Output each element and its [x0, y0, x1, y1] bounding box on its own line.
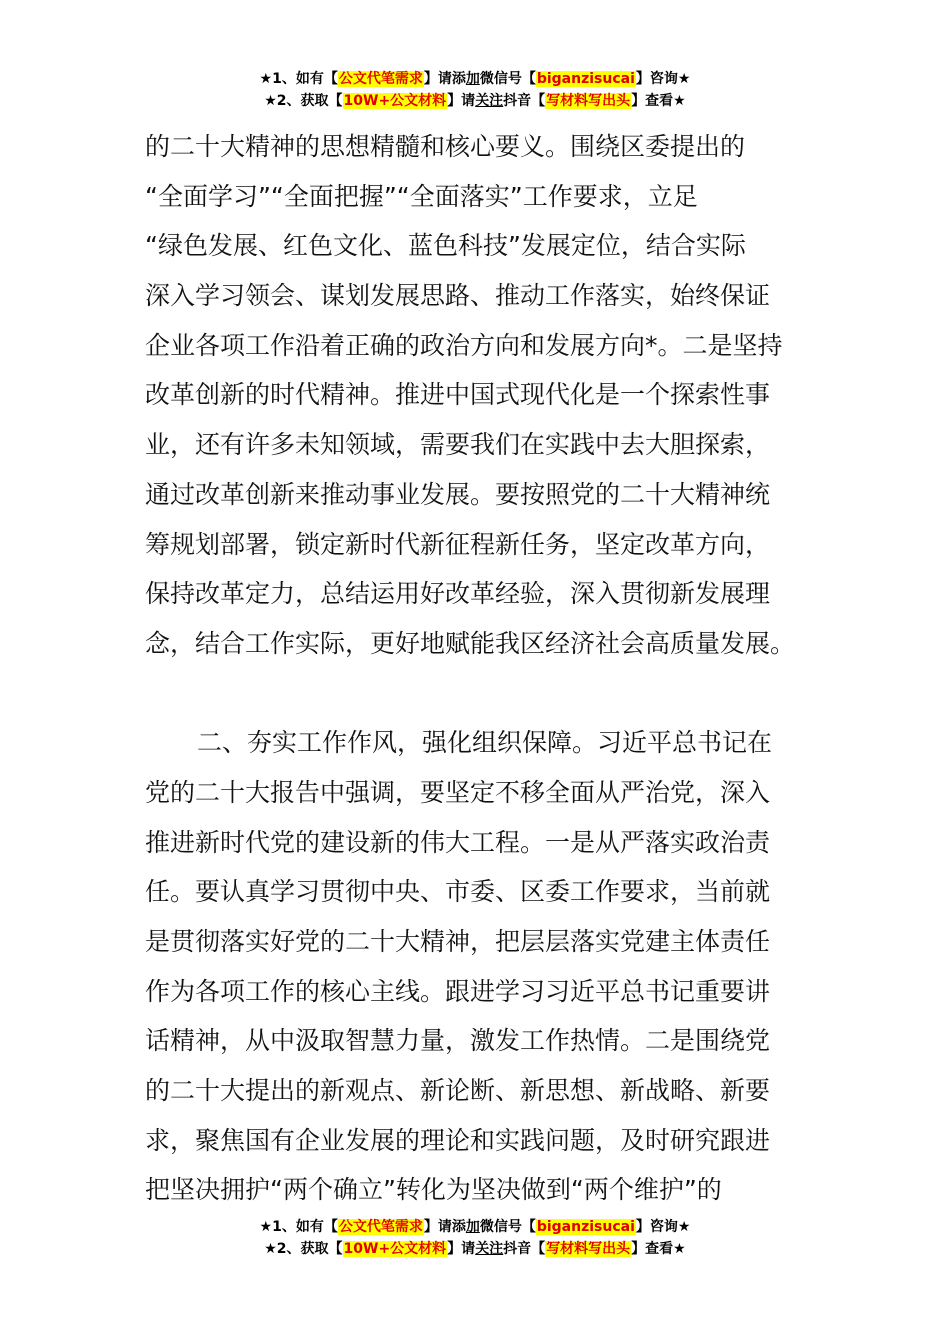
header-banner — [0, 68, 950, 112]
body-line: 推进新时代党的建设新的伟大工程。一是从严落实政治责 — [145, 827, 771, 857]
banner-text: 】请添 — [423, 71, 466, 87]
banner-text: 抖音【 — [503, 1241, 546, 1257]
body-line: 业，还有许多未知领域，需要我们在实践中去大胆探索， — [145, 430, 771, 460]
paragraph-gap — [145, 669, 810, 719]
banner-emphasis: 加 — [465, 71, 480, 87]
banner-text: 】咨询★ — [635, 71, 691, 87]
section-heading-line: 二、夯实工作作风，强化组织保障。习近平总书记在 — [197, 728, 773, 758]
body-line: 改革创新的时代精神。推进中国式现代化是一个探索性事 — [145, 380, 771, 410]
banner-text: 】请 — [447, 1241, 476, 1257]
banner-highlight: 写材料写出头 — [546, 1241, 631, 1257]
body-line: 话精神，从中汲取智慧力量，激发工作热情。二是围绕党 — [145, 1026, 771, 1056]
body-line: 任。要认真学习贯彻中央、市委、区委工作要求，当前就 — [145, 877, 771, 907]
banner-text: 】请 — [447, 93, 476, 109]
body-line: 是贯彻落实好党的二十大精神，把层层落实党建主体责任 — [145, 927, 771, 956]
body-line: 求，聚焦国有企业发展的理论和实践问题，及时研究跟进 — [145, 1125, 771, 1155]
body-line: “全面学习”“全面把握”“全面落实”工作要求，立足 — [145, 181, 698, 211]
banner-highlight: 公文代笔需求 — [338, 1219, 423, 1235]
body-line: 把坚决拥护“两个确立”转化为坚决做到“两个维护”的 — [145, 1175, 722, 1205]
body-line: 企业各项工作沿着正确的政治方向和发展方向*。二是坚持 — [145, 330, 783, 360]
body-line: 的二十大提出的新观点、新论断、新思想、新战略、新要 — [145, 1076, 771, 1106]
body-line: 念，结合工作实际，更好地赋能我区经济社会高质量发展。 — [145, 628, 796, 658]
banner-highlight: 10W+公文材料 — [343, 1241, 447, 1257]
banner-text: 】查看★ — [631, 93, 686, 109]
banner-text: 抖音【 — [503, 93, 546, 109]
body-line: “绿色发展、红色文化、蓝色科技”发展定位，结合实际 — [145, 231, 746, 261]
banner-emphasis: 关注 — [475, 93, 504, 109]
banner-text: 】查看★ — [631, 1241, 686, 1257]
banner-line-1 — [0, 1216, 950, 1238]
banner-text: 】请添 — [423, 1219, 466, 1235]
banner-highlight: 10W+公文材料 — [343, 93, 447, 109]
banner-text: 】咨询★ — [635, 1219, 691, 1235]
banner-highlight: biganzisucai — [536, 71, 635, 87]
banner-text: ★1、如有【 — [259, 71, 338, 87]
body-line: 作为各项工作的核心主线。跟进学习习近平总书记重要讲 — [145, 976, 771, 1006]
banner-line-2 — [0, 90, 950, 112]
body-line: 保持改革定力，总结运用好改革经验，深入贯彻新发展理 — [145, 579, 771, 609]
banner-text: 微信号【 — [479, 1219, 536, 1235]
banner-text: ★1、如有【 — [259, 1219, 338, 1235]
banner-highlight: biganzisucai — [536, 1219, 635, 1235]
body-line: 通过改革创新来推动事业发展。要按照党的二十大精神统 — [145, 479, 771, 509]
banner-highlight: 写材料写出头 — [546, 93, 631, 109]
banner-text: 微信号【 — [479, 71, 536, 87]
body-line: 筹规划部署，锁定新时代新征程新任务，坚定改革方向， — [145, 529, 771, 559]
banner-line-1 — [0, 68, 950, 90]
banner-highlight: 公文代笔需求 — [338, 71, 423, 87]
banner-emphasis: 关注 — [475, 1241, 504, 1257]
document-body — [145, 122, 810, 1215]
body-line: 的二十大精神的思想精髓和核心要义。围绕区委提出的 — [145, 132, 746, 161]
banner-emphasis: 加 — [465, 1219, 480, 1235]
footer-banner — [0, 1216, 950, 1260]
banner-line-2 — [0, 1238, 950, 1260]
banner-text: ★2、获取【 — [264, 1241, 343, 1257]
body-line: 深入学习领会、谋划发展思路、推动工作落实，始终保证 — [145, 281, 771, 311]
banner-text: ★2、获取【 — [264, 93, 343, 109]
body-line: 党的二十大报告中强调，要坚定不移全面从严治党，深入 — [145, 777, 771, 807]
